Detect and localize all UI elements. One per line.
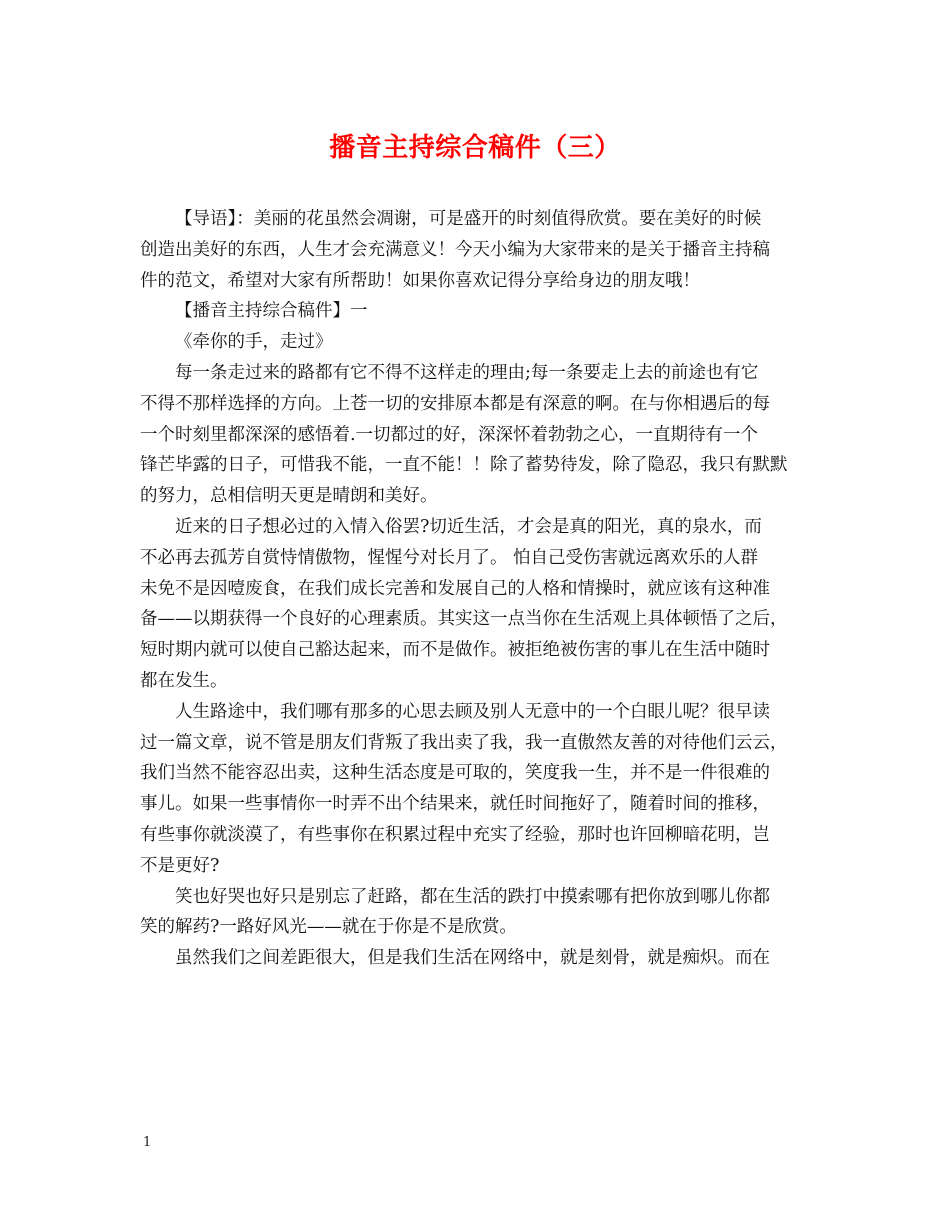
- text-line: 人生路途中，我们哪有那多的心思去顾及别人无意中的一个白眼儿呢？很早读: [175, 701, 770, 722]
- article-title: 《牵你的手，走过》: [175, 332, 333, 353]
- text-line: 过一篇文章，说不管是朋友们背叛了我出卖了我，我一直傲然友善的对待他们云云，: [140, 732, 788, 753]
- text-line: 有些事你就淡漠了，有些事你在积累过程中充实了经验，那时也许回柳暗花明，岂: [140, 824, 770, 845]
- text-line: 短时期内就可以使自己豁达起来，而不是做作。被拒绝被伤害的事儿在生活中随时: [140, 640, 770, 661]
- text-line: 一个时刻里都深深的感悟着.一切都过的好，深深怀着勃勃之心，一直期待有一个: [140, 424, 759, 445]
- text-line: 都在发生。: [140, 670, 228, 691]
- text-line: 【导语】：美丽的花虽然会凋谢，可是盛开的时刻值得欣赏。要在美好的时候: [175, 209, 762, 229]
- text-line: 事儿。如果一些事情你一时弄不出个结果来，就任时间拖好了，随着时间的推移，: [140, 794, 770, 815]
- text-line: 件的范文，希望对大家有所帮助！如果你喜欢记得分享给身边的朋友哦！: [140, 270, 700, 291]
- text-line: 近来的日子想必过的入情入俗罢?切近生活，才会是真的阳光，真的泉水，而: [175, 516, 762, 537]
- text-line: 的努力，总相信明天更是晴朗和美好。: [140, 486, 438, 507]
- text-line: 我们当然不能容忍出卖，这种生活态度是可取的，笑度我一生，并不是一件很难的: [140, 763, 770, 784]
- text-line: 未免不是因噎废食，在我们成长完善和发展自己的人格和情操时，就应该有这种准: [140, 578, 770, 599]
- text-line: 笑也好哭也好只是别忘了赶路，都在生活的跌打中摸索哪有把你放到哪儿你都: [175, 886, 770, 907]
- page-number: 1: [143, 1135, 152, 1150]
- text-line: 创造出美好的东西，人生才会充满意义！今天小编为大家带来的是关于播音主持稿: [140, 239, 770, 260]
- text-line: 笑的解药?一路好风光——就在于你是不是欣赏。: [140, 917, 517, 938]
- text-line: 锋芒毕露的日子，可惜我不能，一直不能！！除了蓄势待发，除了隐忍，我只有默默: [140, 455, 788, 476]
- document-title: 播音主持综合稿件（三）: [329, 133, 621, 163]
- section-heading: 【播音主持综合稿件】一: [175, 301, 368, 322]
- text-line: 不得不那样选择的方向。上苍一切的安排原本都是有深意的啊。在与你相遇后的每: [140, 393, 770, 414]
- document-body: [140, 204, 820, 974]
- text-line: 备——以期获得一个良好的心理素质。其实这一点当你在生活观上具体顿悟了之后，: [140, 609, 788, 630]
- text-line: 不是更好?: [140, 855, 220, 876]
- text-line: 虽然我们之间差距很大，但是我们生活在网络中，就是刻骨，就是痴炽。而在: [175, 948, 770, 969]
- text-line: 不必再去孤芳自赏恃情傲物，惺惺兮对长月了。 怕自己受伤害就远离欢乐的人群: [140, 547, 759, 568]
- text-line: 每一条走过来的路都有它不得不这样走的理由;每一条要走上去的前途也有它: [175, 362, 759, 383]
